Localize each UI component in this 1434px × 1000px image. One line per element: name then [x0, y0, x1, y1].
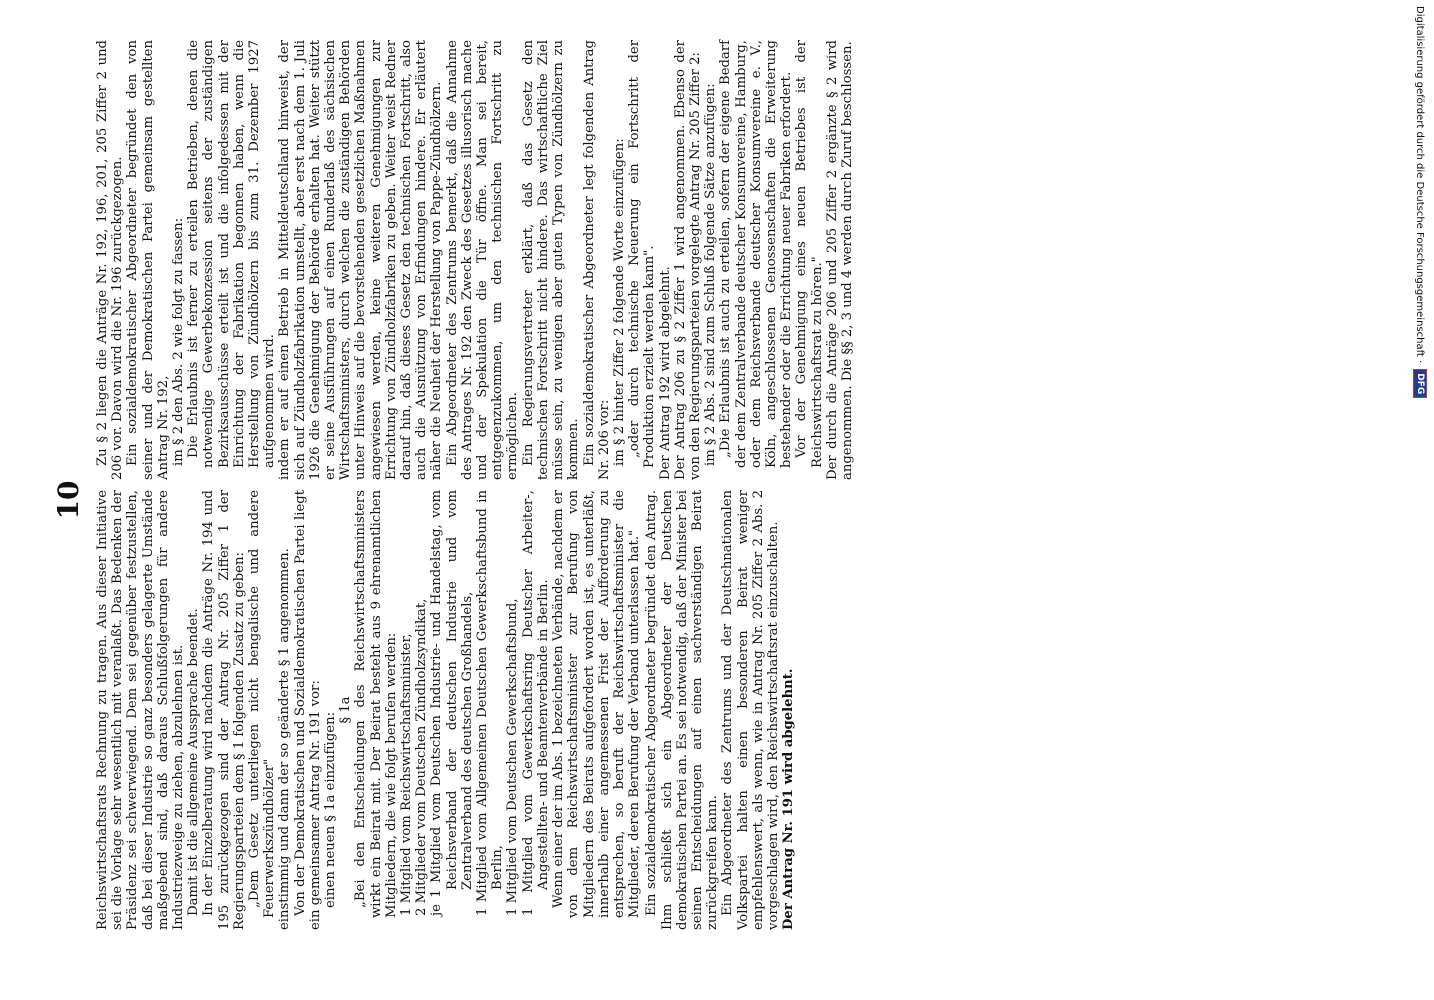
- quote: „Dem Gesetz unterliegen nicht bengalische und andere Feuerwerkszündhölzer": [247, 490, 278, 918]
- page-number: 10: [52, 480, 85, 520]
- paragraph: Der Antrag Nr. 191 wird abgelehnt.: [781, 668, 797, 930]
- paragraph: Der Antrag 206 zu § 2 Ziffer 1 wird angenommen. Ebenso der von den Regierungsparteien vorgelegte Antrag Nr. 205 Ziffer 2:: [672, 40, 703, 480]
- dfg-logo: DFG: [1413, 369, 1427, 398]
- paragraph: einen neuen § 1a einzufügen:: [323, 711, 339, 908]
- quote: „Die Erlaubnis ist auch zu erteilen, sofern der eigene Bedarf der dem Zentralverbande deutscher Konsumvereine, Hamburg, oder dem Reichsverbande deutscher Konsumvereine e. V., Köln, angeschlossenen Genossenschaften die Erweiterung bestehender oder die Errichtung neuer Fabriken erfordert.: [718, 40, 795, 468]
- paragraph: Der Antrag 192 wird abgelehnt.: [657, 266, 673, 480]
- paragraph: Zu § 2 liegen die Anträge Nr. 192, 196, 201, 205 Ziffer 2 und 206 vor. Davon wird die Nr. 196 zurückgezogen.: [95, 40, 126, 480]
- quote: „Bei den Entscheidungen des Reichswirtschaftsministers wirkt ein Beirat mit. Der Beirat besteht aus 9 ehrenamtlichen Mitgliedern, die wie folgt berufen werden:: [353, 490, 399, 918]
- quote: Die Erlaubnis ist ferner zu erteilen Betrieben, denen die notwendige Gewerbekonzession seitens der zuständigen Bezirksausschüsse erteilt ist und die infolgedessen mit der Einrichtung der Fabrikation begonnen haben, wenn die Herstellung von Zündhölzern bis zum 31. Dezember 1927 aufgenommen wird.: [186, 40, 278, 468]
- list-item: 2 Mitglieder vom Deutschen Zündholzsyndikat,: [414, 598, 430, 916]
- paragraph: Reichswirtschaftsrats Rechnung zu tragen. Aus dieser Initiative sei die Vorlage sehr wesentlich mit veranlaßt. Das Bedenken der Präsidenz sei schwerwiegend. Dem sei gegenüber festzustellen, daß bei dieser Industrie so ganz besonders gelagerte Umstände maßgebend sind, daß daraus Schlußfolgerungen für andere Industriezweige zu ziehen, abzulehnen ist.: [95, 490, 187, 930]
- paragraph: Damit ist die allgemeine Aussprache beendet.: [186, 608, 202, 916]
- paragraph: Ein sozialdemokratischer Abgeordneter legt folgenden Antrag Nr. 206 vor:: [581, 40, 612, 480]
- list-item: 1 Mitglied vom Reichswirtschaftsminister,: [399, 633, 415, 916]
- paragraph: In der Einzelberatung wird nachdem die Anträge Nr. 194 und 195 zurückgezogen sind der Antrag Nr. 205 Ziffer 1 der Regierungsparteien dem § 1 folgenden Zusatz zu geben:: [201, 490, 247, 930]
- credit-line: [1410, 6, 1430, 406]
- list-item: je 1 Mitglied vom Deutschen Industrie- und Handelstag, vom Reichsverband der deutschen Industrie und vom Zentralverband des deutschen Großhandels,: [429, 490, 475, 916]
- paragraph: Von der Demokratischen und Sozialdemokratischen Partei liegt ein gemeinsamer Antrag Nr. 191 vor:: [292, 490, 323, 930]
- credit-text: Digitalisierung gefördert durch die Deutsche Forschungsgemeinschaft ·: [1414, 6, 1426, 364]
- list-item: 1 Mitglied vom Gewerkschaftsring Deutscher Arbeiter-, Angestellten- und Beamtenverbände in Berlin.: [520, 490, 551, 916]
- paragraph: im § 2 Abs. 2 sind zum Schluß folgende Sätze anzufügen:: [703, 83, 719, 466]
- paragraph: Ein Regierungsvertreter erklärt, daß das Gesetz den technischen Fortschritt nicht hindere. Das wirtschaftliche Ziel müsse sein, zu wenigen aber guten Typen von Zündhölzern zu kommen.: [520, 40, 582, 480]
- section-heading: § 1a: [338, 696, 354, 724]
- paragraph: Ein Abgeordneter des Zentrums bemerkt, daß die Annahme des Antrages Nr. 192 den Zweck des Gesetzes illusorisch mache und der Spekulation die Tür öffne. Man sei bereit, entgegenzukommen, um den technischen Fortschritt zu ermöglichen.: [444, 40, 521, 480]
- paragraph: Wenn einer der im Abs. 1 bezeichneten Verbände, nachdem er von dem Reichswirtschaftsminister zur Berufung von Mitgliedern des Beirats aufgefordert worden ist, es unterläßt, innerhalb einer angemessenen Frist der Aufforderung zu entsprechen, so beruft der Reichswirtschaftsminister die Mitglieder, deren Berufung der Verband unterlassen hat.": [551, 490, 643, 918]
- paragraph: Ein sozialdemokratischer Abgeordneter begründet den von seiner und der Demokratischen Partei gemeinsam gestellten Antrag Nr. 192,: [125, 40, 171, 480]
- paragraph: Ein sozialdemokratischer Abgeordneter begründet den Antrag. Ihm schließt sich ein Abgeordneter der Deutschen demokratischen Partei an. Es sei notwendig, daß der Minister bei seinen Entscheidungen auf einen sachverständigen Beirat zurückgreifen kann.: [644, 490, 721, 930]
- paragraph: im § 2 den Abs. 2 wie folgt zu fassen:: [171, 217, 187, 466]
- list-item: 1 Mitglied vom Deutschen Gewerkschaftsbund,: [505, 598, 521, 916]
- right-column: [95, 40, 855, 480]
- quote: Vor der Genehmigung eines neuen Betriebes ist der Reichswirtschaftsrat zu hören.": [794, 40, 825, 468]
- paragraph: Der durch die Anträge 206 und 205 Ziffer 2 ergänzte § 2 wird angenommen. Die §§ 2, 3 und 4 werden durch Zuruf beschlossen.: [824, 40, 855, 480]
- quote: „oder durch technische Neuerung ein Fortschritt der Produktion erzielt werden kann".: [627, 40, 658, 468]
- paragraph: indem er auf einen Betrieb in Mitteldeutschland hinweist, der sich auf Zündholzfabrikation umstellt, aber erst nach dem 1. Juli 1926 die Genehmigung der Behörde erhalten hat. Weiter stützt er seine Ausführungen auf einen Runderlaß des sächsischen Wirtschaftsministers, durch welchen die zuständigen Behörden unter Hinweis auf die bevorstehenden gesetzlichen Maßnahmen angewiesen werden, keine weiteren Genehmigungen zur Errichtung von Zündholzfabriken zu geben. Weiter weist Redner darauf hin, daß dieses Gesetz den technischen Fortschritt, also auch die Ausnützung von Erfindungen hindere. Er erläutert näher die Neuheit der Herstellung von Pappe-Zündhölzern.: [277, 40, 445, 480]
- paragraph: einstimmig und dann der so geänderte § 1 angenommen.: [277, 548, 293, 930]
- paragraph: im § 2 hinter Ziffer 2 folgende Worte einzufügen:: [611, 138, 627, 466]
- left-column: [95, 490, 796, 930]
- list-item: 1 Mitglied vom Allgemeinen Deutschen Gewerkschaftsbund in Berlin,: [475, 490, 506, 916]
- paragraph: Ein Abgeordneter des Zentrums und der Deutschnationalen Volkspartei halten einen besonderen Beirat weniger empfehlenswert, als wenn, wie in Antrag Nr. 205 Ziffer 2 Abs. 2 vorgeschlagen wird, den Reichswirtschaftsrat einzuschalten.: [720, 490, 781, 930]
